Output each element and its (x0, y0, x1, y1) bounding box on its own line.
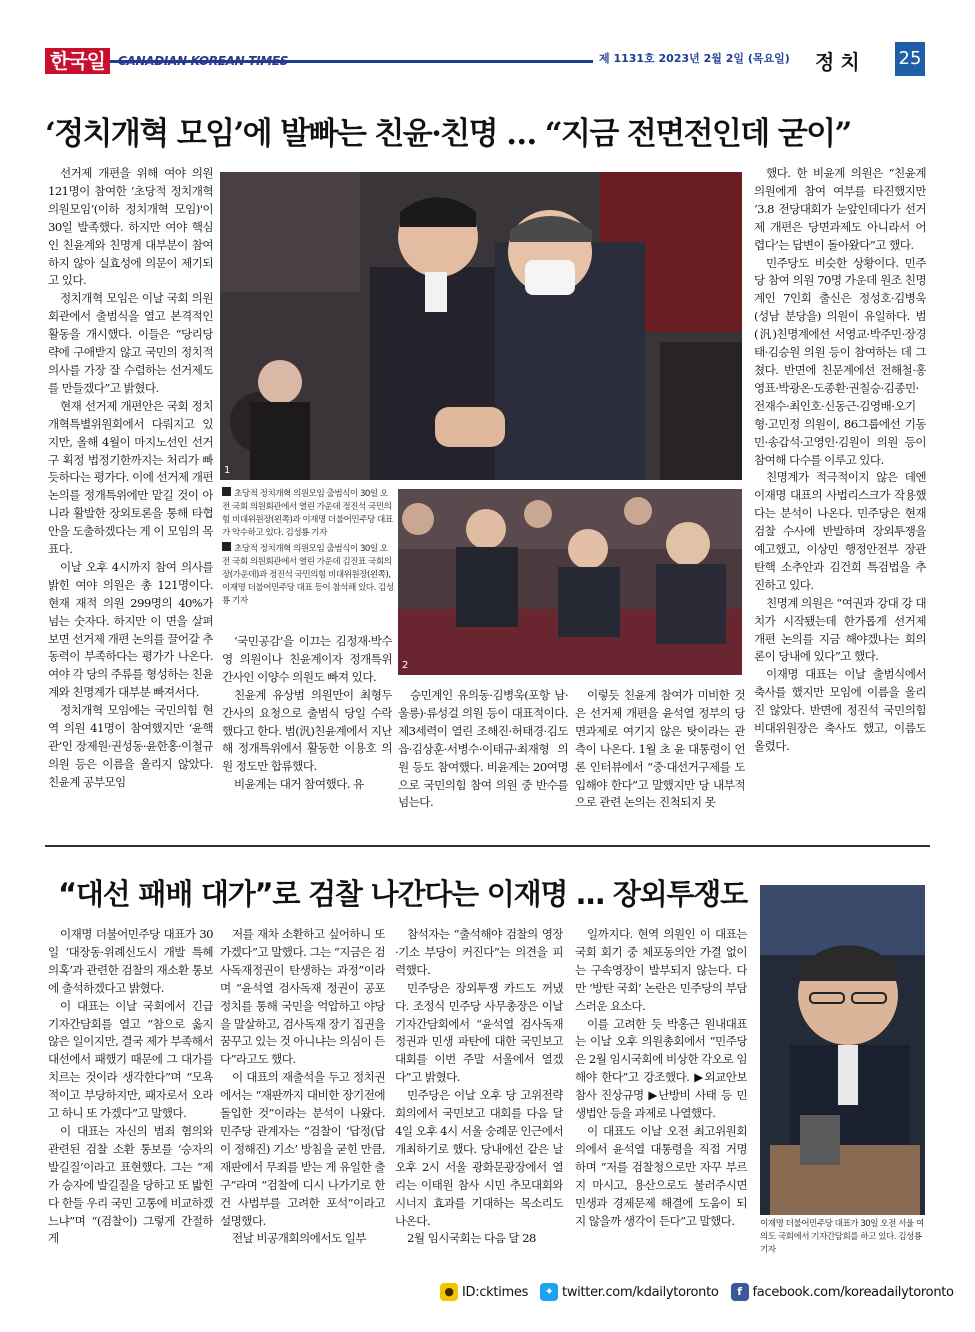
paragraph: 민주당은 이날 오후 당 고위전략회의에서 국민보고 대회를 다음 달 4일 오후 4시 서울 숭례문 인근에서 개최하기로 했다. 당내에선 같은 날 오후 2시 서울 광화문광장에서 열리는 이태원 참사 시민 추모대회와 시너지 효과를 기대하는 목소리도 나온다. (395, 1088, 563, 1228)
article2-column-4 (575, 926, 747, 1280)
caption-1: 초당적 정치개혁 의원모임 출범식이 30일 오전 국회 의원회관에서 열린 가운데 정진석 국민의힘 비대위원장(왼쪽)과 이재명 더불어민주당 대표가 악수하고 있다. 김성룡 기자 (222, 489, 393, 538)
article1-captions (222, 487, 394, 627)
paragraph: 친윤계 유상범 의원만이 최형두 간사의 요청으로 출범식 당일 수락했다고 한다. 범(汎)친윤계에서 지난해 정개특위에서 활동한 이용호 의원 정도만 합류했다. (222, 687, 392, 774)
paragraph: 이 대표의 재출석을 두고 정치권에서는 “재판까지 대비한 장기전에 돌입한 것”이라는 분석이 나왔다. 민주당 관계자는 “검찰이 ‘답정(답이 정해진) 기소’ 방침을 굳힌 만큼, 재판에서 무죄를 받는 게 유일한 출구”라며 “검찰에 디시 나가기로 한 건 사법부를 고려한 포석”이라고 설명했다. (220, 1070, 385, 1228)
kakao-id: ID:cktimes (462, 1284, 529, 1300)
paragraph: 친명계가 적극적이지 않은 데엔 이재명 대표의 사법리스크가 작용했다는 분석이 나온다. 민주당은 현재 검찰 수사에 반발하며 장외투쟁을 예고했고, 이상민 행정안전부 장관 탄핵 소추안과 김건희 특검법을 추진하고 있다. (754, 470, 926, 592)
section-title: 정치 (815, 50, 866, 74)
social-footer (440, 1282, 954, 1302)
article1-column-3 (398, 687, 568, 830)
photo-2-number: 2 (402, 660, 409, 671)
paragraph: ‘국민공감’을 이끄는 김정재·박수영 의원이나 친윤계이자 정개특위 간사인 이양수 의원도 빠져 있다. (222, 634, 392, 684)
paragraph: 이날 오후 4시까지 참여 의사를 밝힌 여야 의원은 총 121명이다. 현재 재적 의원 299명의 40%가 넘는 숫자다. 하지만 이 면을 살펴보면 선거제 개편 논의를 끌어갈 추동력이 부족하다는 평가가 나온다. 여야 각 당의 주류를 형성하는 친윤계와 친명계가 대부분 빠져서다. (48, 559, 213, 700)
facebook-icon: f (731, 1283, 749, 1301)
logo-badge: 한국일 (45, 48, 110, 74)
article2-column-3 (395, 926, 563, 1280)
paragraph: 승민계인 유의동·김병욱(포항 남·울릉)·류성걸 의원 등이 대표적이다. 제3세력이 열린 조해진·허태경·김도읍·김상훈·서병수·이태규·최재형 의원 등도 참여했다. 비윤계는 20여명으로 국민의힘 참여 의원 중 반수를 넘는다. (398, 688, 568, 810)
article2-headline: “대선 패배 대가”로 검찰 나간다는 이재명 … 장외투쟁도 (58, 877, 747, 911)
paragraph: 현재 선거제 개편안은 국회 정치개혁특별위원회에서 다뤄지고 있지만, 올해 4월이 마지노선인 선거구 획정 법정기한까지는 처리가 빠듯하다는 평가다. 이에 선거제 개편 논의를 정개특위에만 맡길 것이 아니라 활발한 장외토론을 통해 타협안을 도출하겠다는 게 이 모임의 목표다. (48, 398, 213, 557)
article1-photo-1 (220, 172, 742, 480)
kakao-icon: ● (440, 1283, 458, 1301)
press-conference-photo (760, 885, 925, 1215)
paragraph: 2월 임시국회는 다음 달 28 (407, 1231, 536, 1246)
paragraph: 비윤계는 대거 참여했다. 유 (234, 777, 364, 792)
handshake-photo (220, 172, 742, 480)
paragraph: 저를 재차 소환하고 싶어하니 또 가겠다”고 말했다. 그는 “지금은 검사독재정권이 탄생하는 과정”이라며 “윤석열 검사독재 정권이 공포정치를 통해 국민을 억압하고 야당을 말살하고, 검사독재 장기 집권을 꿈꾸고 있는 것 아니냐는 의심이 든다”라고도 했다. (220, 927, 385, 1067)
logo-english: CANADIAN KOREAN TIMES (117, 54, 289, 68)
article1-column-2 (222, 633, 392, 830)
article2-column-1 (48, 926, 213, 1280)
paragraph: 일까지다. 현역 의원인 이 대표는 국회 회기 중 체포동의안 가결 없이는 구속영장이 발부되지 않는다. 다만 ‘방탄 국회’ 논란은 민주당의 부담스러운 요소다. (575, 927, 747, 1013)
article1-column-4 (575, 687, 745, 830)
paragraph: 민주당도 비슷한 상황이다. 민주당 참여 의원 70명 가운데 원조 친명계인 7인회 출신은 정성호·김병욱(성남 분당을) 의원이 유일하다. 범(汎)친명계에선 서영교·박주민·장경태·김승원 의원 등이 참여하는 데 그쳤다. 반면에 친문계에선 전해철·홍영표·박광온·도종환·권칠승·김종민·전재수·최인호·신동근·김영배·오기형·고민정 의원이, 86그룹에선 기동민·송갑석·고영인·김원이 의원 등이 참여해 다수를 이루고 있다. (754, 255, 926, 467)
photo-1-number: 1 (224, 465, 231, 476)
twitter-url: twitter.com/kdailytoronto (562, 1284, 719, 1300)
paragraph: 이 대표는 자신의 범죄 혐의와 관련된 검찰 소환 통보를 ‘승자의 발길질’이라고 표현했다. 그는 “제가 승자에 발길질을 당하고 또 밟힌다 한들 우리 국민 고통에 비교하겠느냐”며 “(검찰이) 그렇게 간절하게 (48, 1123, 213, 1246)
paragraph: 참석자는 “출석해야 검찰의 영장·기소 부당이 커진다”는 의견을 피력했다. (395, 927, 563, 977)
masthead-logo (45, 48, 288, 74)
page-number: 25 (895, 42, 925, 76)
kakao-link[interactable] (440, 1283, 528, 1301)
seated-officials-photo (398, 489, 742, 675)
article2-photo (760, 885, 925, 1215)
article1-photo-2 (398, 489, 742, 675)
paragraph: 이 대표도 이날 오전 최고위원회의에서 윤석열 대통령을 직접 거명하며 “저를 검찰청으로만 자꾸 부르지 마시고, 용산으로도 불러주시면 민생과 경제문제 해결에 도움이 되지 않을까 생각이 든다”고 말했다. (575, 1123, 747, 1228)
paragraph: 이재명 대표는 이날 출범식에서 축사를 했지만 모임에 이름을 올리진 않았다. 반면에 정진석 국민의힘 비대위원장은 축사도 했고, 이름도 올렸다. (754, 667, 926, 753)
paragraph: 이렇듯 친윤계 참여가 미비한 것은 선거제 개편을 윤석열 정부의 당면과제로 여기지 않은 탓이라는 관측이 나온다. 1월 초 윤 대통령이 언론 인터뷰에서 “중·대선거구제를 도입해야 한다”고 말했지만 당 내부적으로 관련 논의는 진척되지 못 (575, 688, 745, 810)
facebook-link[interactable] (731, 1283, 954, 1301)
article1-column-5 (754, 165, 926, 830)
paragraph: 민주당은 장외투쟁 카드도 꺼냈다. 조정식 민주당 사무총장은 이날 기자간담회에서 “윤석열 검사독재정권과 민생 파탄에 대한 국민보고 대회를 이번 주말 서울에서 열겠다”고 밝혔다. (395, 980, 563, 1085)
article1-column-1 (48, 165, 213, 830)
caption-2: 초당적 정치개혁 의원모임 출범식이 30일 오전 국회 의원회관에서 열린 가운데 김진표 국회의장(가운데)과 정진석 국민의힘 비대위원장(왼쪽), 이재명 더불어민주당 대표 등이 참석해 있다. 김성룡 기자 (222, 544, 394, 606)
paragraph: 이 대표는 이날 국회에서 긴급 기자간담회를 열고 “참으로 옳지 않은 일이지만, 결국 제가 부족해서 대선에서 패했기 때문에 그 대가를 치르는 것이라 생각한다”며 “모욕적이고 부당하지만, 패자로서 오라고 하니 또 가겠다”고 말했다. (48, 998, 213, 1121)
paragraph: 이를 고려한 듯 박홍근 원내대표는 이날 오후 의원총회에서 “민주당은 2월 임시국회에 비상한 각오로 임해야 한다”고 강조했다. ▶외교안보참사 진상규명 ▶난방비 사태 등 민생법안 등을 과제로 나열했다. (575, 1016, 747, 1121)
article1-headline: ‘정치개혁 모임’에 발빠는 친윤·친명 … “지금 전면전인데 굳이” (45, 116, 851, 152)
twitter-icon: ✦ (540, 1283, 558, 1301)
paragraph: 했다. 한 비윤계 의원은 “친윤계 의원에게 참여 여부를 타진했지만 ‘3.8 전당대회가 눈앞인데다가 선거제 개편은 당면과제도 아니라서 어렵다’는 답변이 돌아왔다”고 했다. (754, 166, 926, 252)
article-divider (45, 845, 930, 847)
paragraph: 친명계 의원은 “여권과 강대 강 대치가 시작됐는데 한가롭게 선거제 개편 논의를 지금 해야겠나는 회의론이 당내에 있다”고 했다. (754, 595, 926, 664)
paragraph: 이재명 더불어민주당 대표가 30일 ‘대장동·위례신도시 개발 특혜 의혹’과 관련한 검찰의 재소환 통보에 출석하겠다고 밝혔다. (48, 927, 213, 995)
paragraph: 정치개혁 모임은 이날 국회 의원회관에서 출범식을 열고 본격적인 활동을 개시했다. 이들은 “당리당략에 구애받지 않고 국민의 정치적 의사를 가장 잘 수렴하는 선거제도를 만들겠다”고 밝혔다. (48, 291, 213, 395)
caption-2-marker (222, 542, 231, 551)
twitter-link[interactable] (540, 1283, 718, 1301)
paragraph: 정치개혁 모임에는 국민의힘 현역 의원 41명이 참여했지만 ‘윤핵관’인 장제원·권성동·윤한홍·이철규 의원 등은 이름을 올리지 않았다. 친윤계 공부모임 (48, 703, 213, 789)
facebook-url: facebook.com/koreadailytoronto (752, 1284, 954, 1300)
paragraph: 전날 비공개회의에서도 일부 (232, 1231, 367, 1246)
paragraph: 선거제 개편을 위해 여야 의원 121명이 참여한 ‘초당적 정치개혁 의원모임’(이하 정치개혁 모임)'이 30일 발족했다. 하지만 여야 핵심인 친윤계와 친명계 대부분이 참여하지 않아 실효성에 의문이 제기되고 있다. (48, 166, 213, 288)
caption-1-marker (222, 487, 231, 496)
issue-date: 제 1131호 2023년 2월 2일 (목요일) (593, 50, 796, 66)
article2-column-2 (220, 926, 385, 1280)
page-header (45, 42, 925, 82)
article2-caption: 이재명 더불어민주당 대표가 30일 오전 서울 여의도 국회에서 기자간담회를 하고 있다. 김성룡 기자 (760, 1219, 924, 1255)
